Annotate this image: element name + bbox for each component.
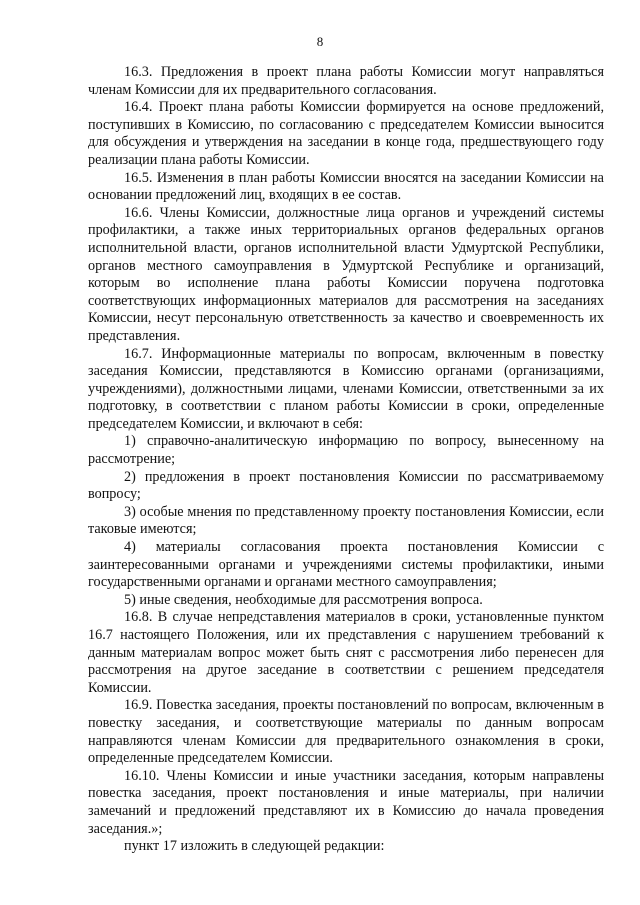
list-item-5: 5) иные сведения, необходимые для рассмотрения вопроса. — [124, 591, 483, 608]
paragraph-16-5: 16.5. Изменения в план работы Комиссии вносятся на заседании Комиссии на основании предложений лиц, входящих в ее состав. — [88, 169, 604, 204]
paragraph-16-10: 16.10. Члены Комиссии и иные участники заседания, которым направлены повестка заседания, проект постановления и иные материалы, при наличии замечаний и предложений представляют их в Комиссию до начала проведения заседания.»; — [88, 767, 604, 837]
document-body — [88, 64, 604, 856]
paragraph-16-9: 16.9. Повестка заседания, проекты постановлений по вопросам, включенным в повестку заседания, и соответствующие материалы по данным вопросам направляются членам Комиссии для предварительного ознакомления в сроки, определенные председателем Комиссии. — [88, 697, 604, 767]
list-item-2: 2) предложения в проект постановления Комиссии по рассматриваемому вопросу; — [88, 468, 604, 503]
paragraph-16-7: 16.7. Информационные материалы по вопросам, включенным в повестку заседания Комиссии, представляются в Комиссию органами (организациями, учреждениями), должностными лицами, членами Комиссии, ответственными за их подготовку, в соответствии с планом работы Комиссии в сроки, определенные председателем Комиссии, и включают в себя: — [88, 345, 604, 432]
paragraph-16-4: 16.4. Проект плана работы Комиссии формируется на основе предложений, поступивших в Комиссию, по согласованию с председателем Комиссии выносится для обсуждения и утверждения на заседании в конце года, предшествующего году реализации плана работы Комиссии. — [88, 99, 604, 168]
list-item-3: 3) особые мнения по представленному проекту постановления Комиссии, если таковые имеются; — [88, 503, 604, 538]
page-number: 8 — [316, 34, 324, 49]
paragraph-16-3: 16.3. Предложения в проект плана работы Комиссии могут направляться членам Комиссии для их предварительного согласования. — [88, 64, 604, 98]
paragraph-16-8: 16.8. В случае непредставления материалов в сроки, установленные пунктом 16.7 настоящего Положения, или их представления с нарушением требований к данным материалам вопрос может быть снят с рассмотрения либо перенесен для рассмотрения на другое заседание в соответствии с решением председателя Комиссии. — [88, 609, 604, 696]
paragraph-point-17-intro: пункт 17 изложить в следующей редакции: — [124, 838, 385, 855]
paragraph-16-6: 16.6. Члены Комиссии, должностные лица органов и учреждений системы профилактики, а также иных территориальных органов федеральных органов исполнительной власти, органов исполнительной власти Удмуртской Республики, органов местного самоуправления в Удмуртской Республике и организаций, которым во исполнение плана работы Комиссии поручена подготовка соответствующих информационных материалов для рассмотрения на заседаниях Комиссии, несут персональную ответственность за качество и своевременность их представления. — [88, 204, 604, 344]
list-item-4: 4) материалы согласования проекта постановления Комиссии с заинтересованными органами и учреждениями системы профилактики, иными государственными органами и органами местного самоуправления; — [88, 539, 604, 591]
list-item-1: 1) справочно-аналитическую информацию по вопросу, вынесенному на рассмотрение; — [88, 433, 604, 468]
